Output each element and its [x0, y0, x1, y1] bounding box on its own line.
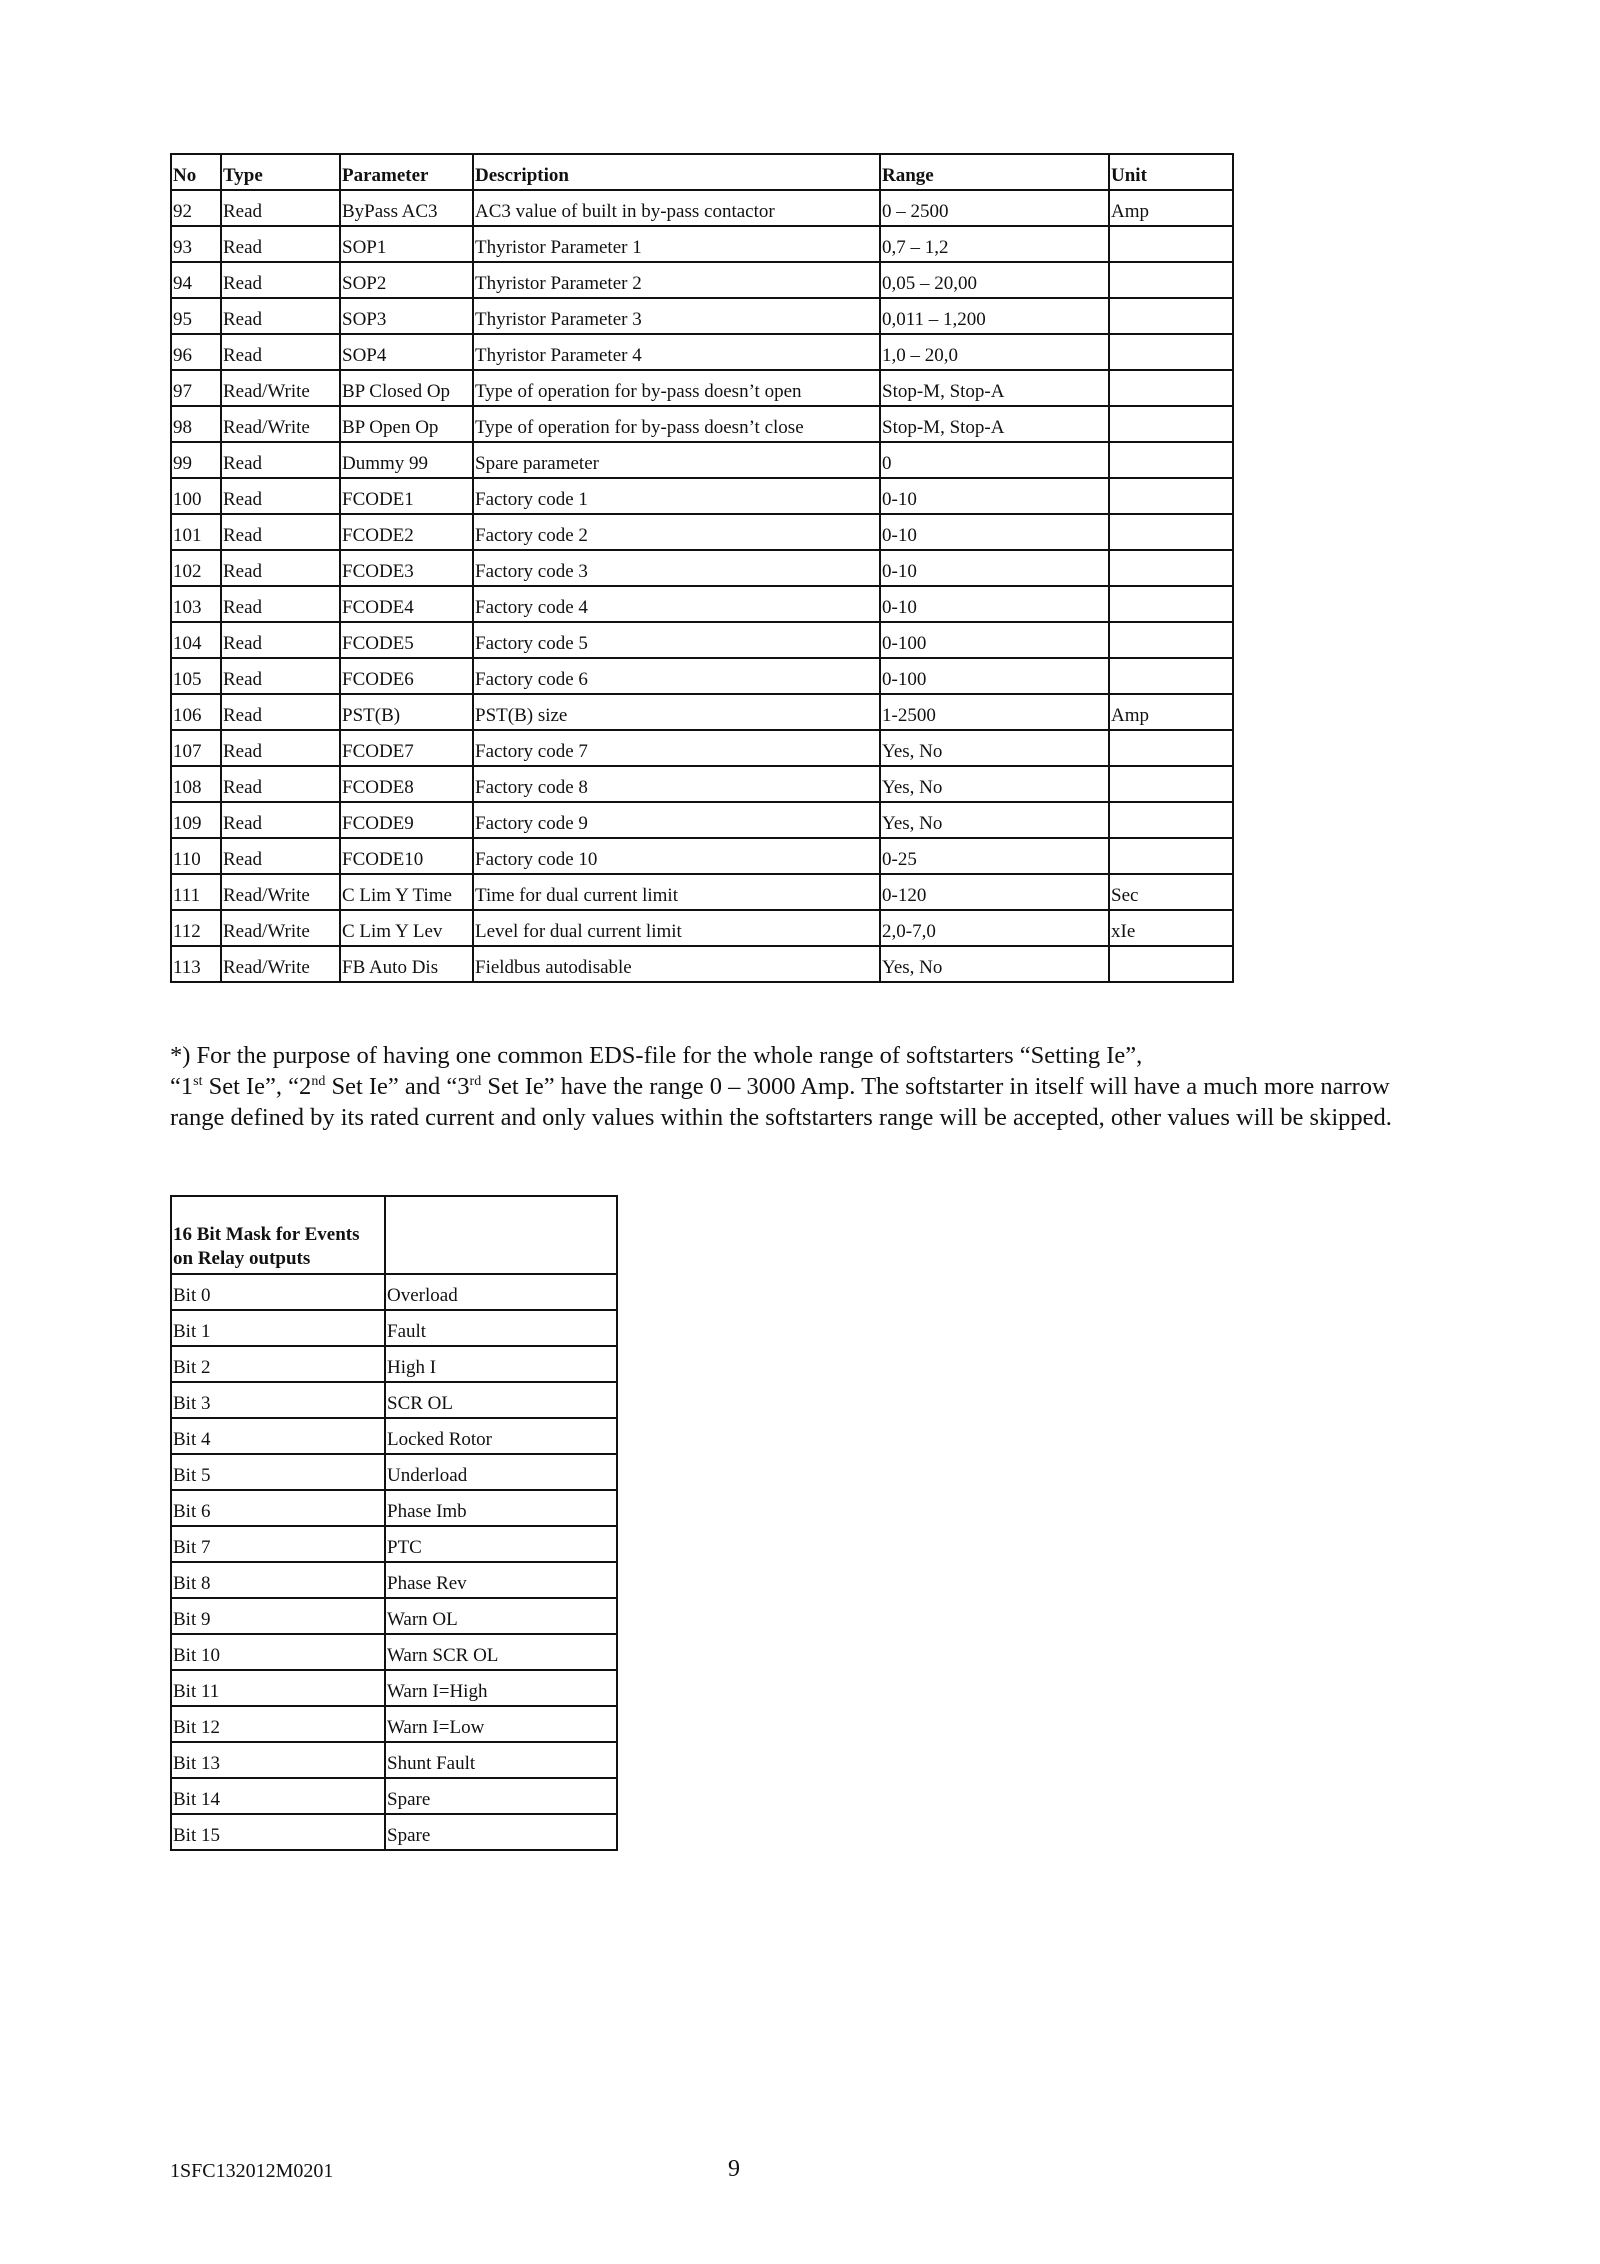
table-cell: Level for dual current limit: [473, 910, 880, 946]
column-header: Unit: [1109, 154, 1233, 190]
table-row: [171, 1274, 617, 1310]
table-cell: 109: [171, 802, 221, 838]
table-cell: Thyristor Parameter 4: [473, 334, 880, 370]
table-row: [171, 586, 1233, 622]
table-row: [171, 766, 1233, 802]
column-header: Type: [221, 154, 340, 190]
table-cell: Read/Write: [221, 370, 340, 406]
footnote-text-3: Set Ie”, “2: [202, 1073, 312, 1100]
table-cell: Read: [221, 226, 340, 262]
event-label: Underload: [385, 1454, 617, 1490]
table-row: [171, 802, 1233, 838]
bit-label: Bit 9: [171, 1598, 385, 1634]
table-cell: [1109, 334, 1233, 370]
table-cell: Read: [221, 766, 340, 802]
table-cell: Sec: [1109, 874, 1233, 910]
table-cell: Factory code 2: [473, 514, 880, 550]
table-cell: Read: [221, 694, 340, 730]
event-label: Spare: [385, 1778, 617, 1814]
superscript-st: st: [193, 1073, 203, 1089]
table-row: [171, 1634, 617, 1670]
bit-label: Bit 8: [171, 1562, 385, 1598]
table-cell: Stop-M, Stop-A: [880, 370, 1109, 406]
table-cell: Yes, No: [880, 730, 1109, 766]
table-cell: Factory code 1: [473, 478, 880, 514]
document-code: 1SFC132012M0201: [170, 2160, 334, 2182]
table-cell: FCODE7: [340, 730, 473, 766]
table-cell: 100: [171, 478, 221, 514]
table-cell: 2,0-7,0: [880, 910, 1109, 946]
table-cell: Dummy 99: [340, 442, 473, 478]
table-cell: BP Closed Op: [340, 370, 473, 406]
column-header: Range: [880, 154, 1109, 190]
table-cell: [1109, 370, 1233, 406]
bit-label: Bit 15: [171, 1814, 385, 1850]
table-cell: 102: [171, 550, 221, 586]
parameter-table-header: [171, 154, 1233, 190]
table-cell: 0-120: [880, 874, 1109, 910]
table-cell: FCODE10: [340, 838, 473, 874]
table-cell: 113: [171, 946, 221, 982]
table-cell: FB Auto Dis: [340, 946, 473, 982]
event-label: Phase Rev: [385, 1562, 617, 1598]
table-row: [171, 1418, 617, 1454]
bit-label: Bit 12: [171, 1706, 385, 1742]
table-cell: Read: [221, 298, 340, 334]
table-row: [171, 478, 1233, 514]
bit-label: Bit 1: [171, 1310, 385, 1346]
table-row: [171, 1526, 617, 1562]
bit-label: Bit 0: [171, 1274, 385, 1310]
bit-mask-table-header: [171, 1196, 617, 1274]
event-label: Warn I=High: [385, 1670, 617, 1706]
table-cell: FCODE4: [340, 586, 473, 622]
table-cell: 96: [171, 334, 221, 370]
event-label: Warn OL: [385, 1598, 617, 1634]
table-cell: Fieldbus autodisable: [473, 946, 880, 982]
footnote-text-2: “1: [170, 1073, 194, 1100]
table-cell: 112: [171, 910, 221, 946]
table-cell: FCODE9: [340, 802, 473, 838]
table-cell: SOP2: [340, 262, 473, 298]
parameter-table: [170, 153, 1234, 983]
table-cell: [1109, 730, 1233, 766]
table-cell: 0-10: [880, 550, 1109, 586]
table-cell: Read/Write: [221, 946, 340, 982]
table-cell: C Lim Y Time: [340, 874, 473, 910]
table-cell: Spare parameter: [473, 442, 880, 478]
table-row: [171, 694, 1233, 730]
table-cell: Read: [221, 622, 340, 658]
event-label: Fault: [385, 1310, 617, 1346]
table-cell: 92: [171, 190, 221, 226]
bit-label: Bit 11: [171, 1670, 385, 1706]
footnote-text-4: Set Ie” and “3: [325, 1073, 470, 1100]
table-row: [171, 838, 1233, 874]
table-row: [171, 1814, 617, 1850]
table-cell: 1,0 – 20,0: [880, 334, 1109, 370]
table-cell: Factory code 7: [473, 730, 880, 766]
table-cell: 0-100: [880, 658, 1109, 694]
table-row: [171, 622, 1233, 658]
bit-label: Bit 6: [171, 1490, 385, 1526]
event-label: SCR OL: [385, 1382, 617, 1418]
table-cell: Factory code 9: [473, 802, 880, 838]
table-row: [171, 910, 1233, 946]
table-cell: [1109, 406, 1233, 442]
table-row: [171, 1562, 617, 1598]
table-cell: Type of operation for by-pass doesn’t open: [473, 370, 880, 406]
table-cell: 101: [171, 514, 221, 550]
table-row: [171, 658, 1233, 694]
table-row: [171, 514, 1233, 550]
table-cell: [1109, 550, 1233, 586]
table-row: [171, 1454, 617, 1490]
table-cell: Thyristor Parameter 1: [473, 226, 880, 262]
table-cell: 108: [171, 766, 221, 802]
event-label: High I: [385, 1346, 617, 1382]
table-row: [171, 1742, 617, 1778]
table-row: [171, 1310, 617, 1346]
table-cell: Amp: [1109, 694, 1233, 730]
bit-mask-header-title: 16 Bit Mask for Events on Relay outputs: [171, 1196, 385, 1274]
table-cell: Amp: [1109, 190, 1233, 226]
table-cell: 105: [171, 658, 221, 694]
table-cell: Time for dual current limit: [473, 874, 880, 910]
table-row: [171, 946, 1233, 982]
event-label: PTC: [385, 1526, 617, 1562]
table-cell: [1109, 226, 1233, 262]
table-cell: BP Open Op: [340, 406, 473, 442]
table-cell: Read/Write: [221, 910, 340, 946]
table-cell: [1109, 514, 1233, 550]
superscript-nd: nd: [311, 1073, 326, 1089]
table-cell: Type of operation for by-pass doesn’t close: [473, 406, 880, 442]
table-cell: 93: [171, 226, 221, 262]
table-cell: 0,011 – 1,200: [880, 298, 1109, 334]
table-cell: FCODE2: [340, 514, 473, 550]
table-cell: FCODE6: [340, 658, 473, 694]
table-cell: [1109, 946, 1233, 982]
table-cell: Factory code 3: [473, 550, 880, 586]
table-row: [171, 550, 1233, 586]
table-cell: FCODE3: [340, 550, 473, 586]
table-cell: Read/Write: [221, 406, 340, 442]
table-cell: [1109, 478, 1233, 514]
bit-label: Bit 4: [171, 1418, 385, 1454]
table-cell: [1109, 658, 1233, 694]
table-row: [171, 370, 1233, 406]
table-cell: 0: [880, 442, 1109, 478]
table-cell: [1109, 442, 1233, 478]
bit-mask-table: [170, 1195, 618, 1851]
table-cell: Read/Write: [221, 874, 340, 910]
bit-label: Bit 14: [171, 1778, 385, 1814]
table-cell: Thyristor Parameter 2: [473, 262, 880, 298]
table-row: [171, 1778, 617, 1814]
footnote-text-1: *) For the purpose of having one common EDS-file for the whole range of softstarters “Setting Ie”,: [170, 1042, 1143, 1069]
table-cell: Factory code 6: [473, 658, 880, 694]
table-cell: Factory code 8: [473, 766, 880, 802]
bit-label: Bit 2: [171, 1346, 385, 1382]
table-row: [171, 442, 1233, 478]
table-row: [171, 1490, 617, 1526]
table-cell: Thyristor Parameter 3: [473, 298, 880, 334]
table-cell: 97: [171, 370, 221, 406]
footnote-text-5: Set Ie” have the range 0 – 3000 Amp. The softstarter in itself will have a much more narrow range defined by its rated current and only values within the softstarters range will be accepted, other values will be skipped.: [170, 1073, 1392, 1131]
bit-mask-table-body: [171, 1274, 617, 1850]
table-cell: PST(B): [340, 694, 473, 730]
page-number: 9: [728, 2156, 740, 2182]
table-cell: [1109, 802, 1233, 838]
table-cell: Yes, No: [880, 802, 1109, 838]
table-cell: Read: [221, 262, 340, 298]
table-cell: 95: [171, 298, 221, 334]
table-row: [171, 1382, 617, 1418]
event-label: Warn SCR OL: [385, 1634, 617, 1670]
table-cell: 0-10: [880, 514, 1109, 550]
footnote: [170, 1040, 1450, 1133]
parameter-table-body: [171, 190, 1233, 982]
table-cell: Read: [221, 586, 340, 622]
bit-label: Bit 10: [171, 1634, 385, 1670]
table-row: [171, 190, 1233, 226]
superscript-rd: rd: [469, 1073, 482, 1089]
table-cell: 110: [171, 838, 221, 874]
table-row: [171, 1706, 617, 1742]
table-cell: 99: [171, 442, 221, 478]
table-cell: Read: [221, 514, 340, 550]
table-cell: Read: [221, 550, 340, 586]
table-cell: Stop-M, Stop-A: [880, 406, 1109, 442]
event-label: Locked Rotor: [385, 1418, 617, 1454]
table-cell: 0,05 – 20,00: [880, 262, 1109, 298]
event-label: Warn I=Low: [385, 1706, 617, 1742]
table-cell: FCODE8: [340, 766, 473, 802]
table-cell: 0-100: [880, 622, 1109, 658]
event-label: Overload: [385, 1274, 617, 1310]
table-cell: SOP3: [340, 298, 473, 334]
event-label: Spare: [385, 1814, 617, 1850]
table-row: [171, 1598, 617, 1634]
table-cell: Read: [221, 442, 340, 478]
table-cell: 0-25: [880, 838, 1109, 874]
table-cell: C Lim Y Lev: [340, 910, 473, 946]
table-cell: 94: [171, 262, 221, 298]
table-cell: AC3 value of built in by-pass contactor: [473, 190, 880, 226]
table-cell: xIe: [1109, 910, 1233, 946]
table-cell: Yes, No: [880, 946, 1109, 982]
table-cell: [1109, 622, 1233, 658]
bit-label: Bit 5: [171, 1454, 385, 1490]
table-row: [171, 298, 1233, 334]
table-cell: SOP4: [340, 334, 473, 370]
table-cell: [1109, 262, 1233, 298]
table-cell: Factory code 5: [473, 622, 880, 658]
table-cell: 98: [171, 406, 221, 442]
table-cell: Read: [221, 658, 340, 694]
table-cell: 103: [171, 586, 221, 622]
column-header: Description: [473, 154, 880, 190]
column-header: No: [171, 154, 221, 190]
table-cell: 1-2500: [880, 694, 1109, 730]
table-cell: FCODE5: [340, 622, 473, 658]
table-cell: 111: [171, 874, 221, 910]
table-cell: Factory code 10: [473, 838, 880, 874]
table-cell: Read: [221, 838, 340, 874]
bit-label: Bit 7: [171, 1526, 385, 1562]
table-cell: 104: [171, 622, 221, 658]
table-cell: SOP1: [340, 226, 473, 262]
table-row: [171, 874, 1233, 910]
table-row: [171, 262, 1233, 298]
table-cell: 106: [171, 694, 221, 730]
table-cell: Read: [221, 334, 340, 370]
table-cell: 0 – 2500: [880, 190, 1109, 226]
table-cell: Factory code 4: [473, 586, 880, 622]
table-row: [171, 226, 1233, 262]
table-row: [171, 730, 1233, 766]
table-cell: [1109, 766, 1233, 802]
table-row: [171, 334, 1233, 370]
table-cell: Read: [221, 730, 340, 766]
table-cell: FCODE1: [340, 478, 473, 514]
column-header: Parameter: [340, 154, 473, 190]
table-cell: 107: [171, 730, 221, 766]
bit-label: Bit 3: [171, 1382, 385, 1418]
event-label: Phase Imb: [385, 1490, 617, 1526]
table-cell: 0-10: [880, 586, 1109, 622]
table-cell: Read: [221, 190, 340, 226]
event-label: Shunt Fault: [385, 1742, 617, 1778]
bit-mask-header-empty: [385, 1196, 617, 1274]
bit-label: Bit 13: [171, 1742, 385, 1778]
table-row: [171, 1346, 617, 1382]
table-cell: Yes, No: [880, 766, 1109, 802]
table-cell: PST(B) size: [473, 694, 880, 730]
table-cell: Read: [221, 802, 340, 838]
table-cell: 0,7 – 1,2: [880, 226, 1109, 262]
table-cell: Read: [221, 478, 340, 514]
table-cell: 0-10: [880, 478, 1109, 514]
table-row: [171, 1670, 617, 1706]
table-cell: [1109, 298, 1233, 334]
table-cell: [1109, 838, 1233, 874]
table-row: [171, 406, 1233, 442]
table-cell: ByPass AC3: [340, 190, 473, 226]
table-cell: [1109, 586, 1233, 622]
